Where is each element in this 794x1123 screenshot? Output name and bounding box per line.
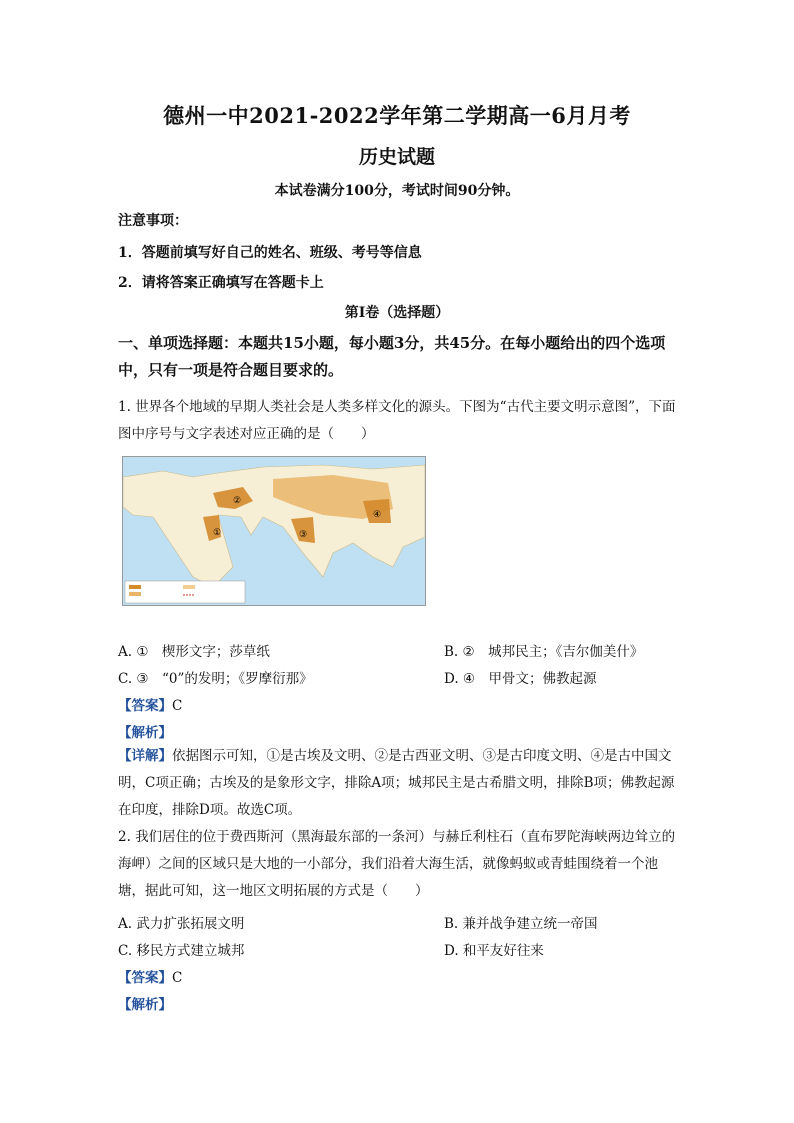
notes-item-2: 2．请将答案正确填写在答题卡上 xyxy=(118,275,324,291)
q1-detail-tag: 【详解】 xyxy=(118,748,172,764)
q1-option-d: D. ④ 甲骨文；佛教起源 xyxy=(444,671,597,687)
map-legend xyxy=(125,581,245,603)
q1-stem: 1. 世界各个地域的早期人类社会是人类多样文化的源头。下图为“古代主要文明示意图”，下面图中序号与文字表述对应正确的是（ ） xyxy=(118,399,676,442)
q2-option-a: A. 武力扩张拓展文明 xyxy=(118,916,245,932)
exam-subtitle: 历史试题 xyxy=(358,146,435,168)
q2-answer-row xyxy=(118,966,182,986)
q2-analysis-row xyxy=(118,993,172,1013)
legend-swatch-1 xyxy=(129,585,141,589)
q1-detail-row xyxy=(118,743,678,824)
q2-option-b: B. 兼并战争建立统一帝国 xyxy=(444,916,598,932)
exam-title: 德州一中2021-2022学年第二学期高一6月月考 xyxy=(163,103,631,128)
q1-answer-row xyxy=(118,694,182,714)
q1-analysis-row xyxy=(118,721,172,741)
notes-heading: 注意事项： xyxy=(118,213,188,229)
q1-detail: 依据图示可知，①是古埃及文明、②是古西亚文明、③是古印度文明、④是古中国文明，C项正确；古埃及的是象形文字，排除A项；城邦民主是古希腊文明，排除B项；佛教起源在印度，排除D项。故选C项。 xyxy=(118,748,675,818)
q2-answer: C xyxy=(172,970,183,986)
q1-answer: C xyxy=(172,698,183,714)
q2-stem: 2. 我们居住的位于费西斯河（黑海最东部的一条河）与赫丘利柱石（直布罗陀海峡两边耸立的海岬）之间的区域只是大地的一小部分，我们沿着大海生活，就像蚂蚁或青蛙围绕着一个池塘，据此可知，这一地区文明拓展的方式是（ ） xyxy=(118,829,676,899)
q1-answer-tag: 【答案】 xyxy=(118,698,172,714)
legend-swatch-3 xyxy=(183,585,195,589)
notes-item-1: 1．答题前填写好自己的姓名、班级、考号等信息 xyxy=(118,245,422,261)
ancient-civilizations-map xyxy=(122,456,426,606)
exam-meta: 本试卷满分100分，考试时间90分钟。 xyxy=(274,183,520,199)
q1-option-b: B. ② 城邦民主；《吉尔伽美什》 xyxy=(444,644,644,660)
q1-option-a: A. ① 楔形文字；莎草纸 xyxy=(118,644,270,660)
marker-1: ① xyxy=(213,528,222,538)
legend-swatch-2 xyxy=(129,592,141,596)
marker-2: ② xyxy=(233,496,242,506)
marker-4: ④ xyxy=(373,510,382,520)
q1-option-c: C. ③ “0”的发明；《罗摩衍那》 xyxy=(118,671,313,687)
q1-analysis-tag: 【解析】 xyxy=(118,725,172,741)
q2-analysis-tag: 【解析】 xyxy=(118,997,172,1013)
section-title: 第I卷（选择题） xyxy=(344,305,450,321)
section-instruction: 一、单项选择题：本题共15小题，每小题3分，共45分。在每小题给出的四个选项中，只有一项是符合题目要求的。 xyxy=(118,334,666,379)
q2-option-c: C. 移民方式建立城邦 xyxy=(118,943,245,959)
q2-option-d: D. 和平友好往来 xyxy=(444,943,544,959)
marker-3: ③ xyxy=(299,530,308,540)
q2-answer-tag: 【答案】 xyxy=(118,970,172,986)
